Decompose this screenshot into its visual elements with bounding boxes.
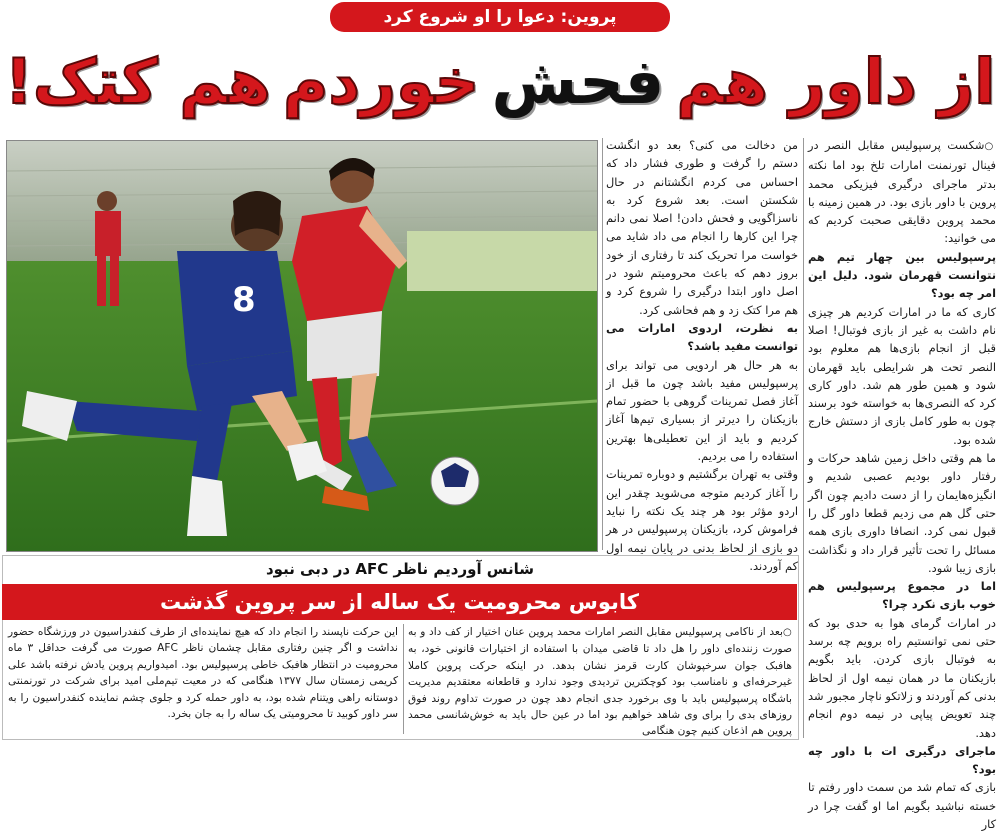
headline-part-1: از داور هم <box>676 45 996 118</box>
bullet-icon: ○ <box>984 141 996 152</box>
paragraph: بازی که تمام شد من سمت داور رفتم تا خسته نباشید بگویم اما او گفت چرا در کار <box>808 780 996 831</box>
paragraph: من دخالت می کنی؟ بعد دو انگشت دستم را گرفت و طوری فشار داد که احساس می کردم انگشتانم در حال شکستن است. بعد شروع کرد به ناسزاگویی و فحش دادن! اصلا نمی دانم چرا این کارها را انجام می داد شاید می خواست مرا تحریک کند تا رفتاری از خود بروز دهم که باعث محرومیتم شود در اصل داور ابتدا درگیری را شروع کرد و هم مرا کتک زد و هم فحاشی کرد. <box>606 138 798 317</box>
article-column-middle <box>606 136 798 573</box>
headline-part-3: خوردم <box>282 45 480 118</box>
headline <box>0 34 1000 130</box>
interview-question: پرسپولیس بین چهار تیم هم نتوانست قهرمان شود. دلیل این امر چه بود؟ <box>808 249 996 301</box>
column-separator <box>602 138 603 550</box>
paragraph: ○بعد از ناکامی پرسپولیس مقابل النصر امارات محمد پروین عنان اختیار از کف داد و به صورت زننده‌ای داور را هل داد تا قاضی میدان با استفاده از اختیارات قانونی خود، به هافبک جوان سرخپوشان کارت قرمز نشان بدهد. در اینکه حرکت پروین کاملا غیرحرفه‌ای و نامناسب بود کوچکترین تردیدی وجود ندارد و قاطعانه معتقدیم مدیریت باشگاه پرسپولیس باید با وی برخورد جدی انجام دهد چون در صورت تداوم روند فوق روزهای بدی را برای وی شاهد خواهیم بود اما در عین حال باید به خوش‌شانسی محمد پروین هم اذعان کنیم چون هنگامی <box>408 626 792 738</box>
paragraph: به هر حال هر اردویی می تواند برای پرسپولیس مفید باشد چون ما قبل از آغاز فصل تمرینات گروهی با حضور تمام بازیکنان را دیرتر از بسیاری تیم‌ها آغاز کردیم و باید از این تعطیلی‌ها بهترین استفاده را می بردیم. <box>606 357 798 464</box>
paragraph: ○شکست پرسپولیس مقابل النصر در فینال تورنمنت امارات تلخ بود اما نکته بدتر ماجرای درگیری فیزیکی محمد پروین با داور بازی بود. در همین زمینه با محمد پروین دقایقی صحبت کردیم که می خوانید: <box>808 138 996 246</box>
football-photo <box>6 140 598 552</box>
jersey-number: 8 <box>232 280 256 320</box>
bullet-icon: ○ <box>783 627 792 638</box>
ball-icon <box>431 457 479 505</box>
sidebar-banner: کابوس محرومیت یک ساله از سر پروین گذشت <box>2 584 797 620</box>
sidebar-column-1 <box>408 624 792 736</box>
interview-question: ماجرای درگیری ات با داور چه بود؟ <box>808 743 996 777</box>
sidebar-subhead: شانس آوردیم ناظر AFC در دبی نبود <box>265 560 535 578</box>
column-separator <box>403 624 404 734</box>
column-separator <box>803 138 804 738</box>
paragraph: وقتی به تهران برگشتیم و دوباره تمرینات را آغاز کردیم متوجه می‌شوید چقدر این اردو مؤثر بود هر چند یک نکته را نباید فراموش کرد، بازیکنان پرسپولیس در هر دو بازی از لحاظ بدنی در پایان نیمه اول کم آوردند. <box>606 467 798 573</box>
headline-part-4: هم کتک! <box>4 45 271 118</box>
football-photo-illustration <box>7 141 597 551</box>
paragraph: کاری که ما در امارات کردیم هر چیزی نام داشت به غیر از بازی فوتبال! اصلا قبل از انجام بازی‌ها هم معلوم بود النصر تحت هر شرایطی باید قهرمان شود و همین طور هم شد. داور کاری کرد که النصری‌ها به خواسته خود برسند چون به طور کامل بازی از دستش خارج شده بود. <box>808 304 996 447</box>
interview-question: اما در مجموع پرسپولیس هم خوب بازی نکرد چرا؟ <box>808 579 996 612</box>
paragraph: ما هم وقتی داخل زمین شاهد حرکات و رفتار داور بودیم عصبی شدیم و انگیزه‌هایمان را از دست دادیم چون اگر حتی گل هم می زدیم قطعا داور گل را قبول نمی کرد. انصافا داوری بازی همه مسائل را تحت تأثیر قرار داد و نگذاشت بازی زیبا شود. <box>808 451 996 575</box>
sidebar-column-2 <box>8 624 398 736</box>
paragraph: این حرکت ناپسند را انجام داد که هیچ نماینده‌ای از طرف کنفدراسیون در ورزشگاه حضور نداشت و اگر چنین رفتاری مقابل چشمان ناظر AFC صورت می گرفت حداقل ۳ ماه محرومیت در انتظار هافبک خاطی پرسپولیس بود. امیدواریم پروین یادش نرفته باشد علی کریمی زمستان سال ۱۳۷۷ هنگامی که در معیت تیم‌ملی امید برای شرکت در تورنمنتی دوستانه راهی ویتنام شده بود، به داور حمله کرد و جلوی چشم نماینده کنفدراسیون را به سر داور کوبید تا محرومیتی یک ساله را به جان بخرد. <box>8 626 398 721</box>
interview-question: به نظرت، اردوی امارات می توانست مفید باشد؟ <box>606 320 798 354</box>
paragraph: در امارات گرمای هوا به حدی بود که حتی نمی توانستیم راه برویم چه برسد به فوتبال بازی کردن. باید بگویم بازیکنان ما در همان نیمه اول از لحاظ بدنی کم آوردند و زلاتکو ناچار مجبور شد چند تعویض پیاپی در نیمه دوم انجام دهد. <box>808 615 996 740</box>
article-column-right <box>808 136 996 831</box>
kicker-banner: پروین: دعوا را او شروع کرد <box>330 2 670 32</box>
headline-part-2: فحش <box>491 45 665 118</box>
